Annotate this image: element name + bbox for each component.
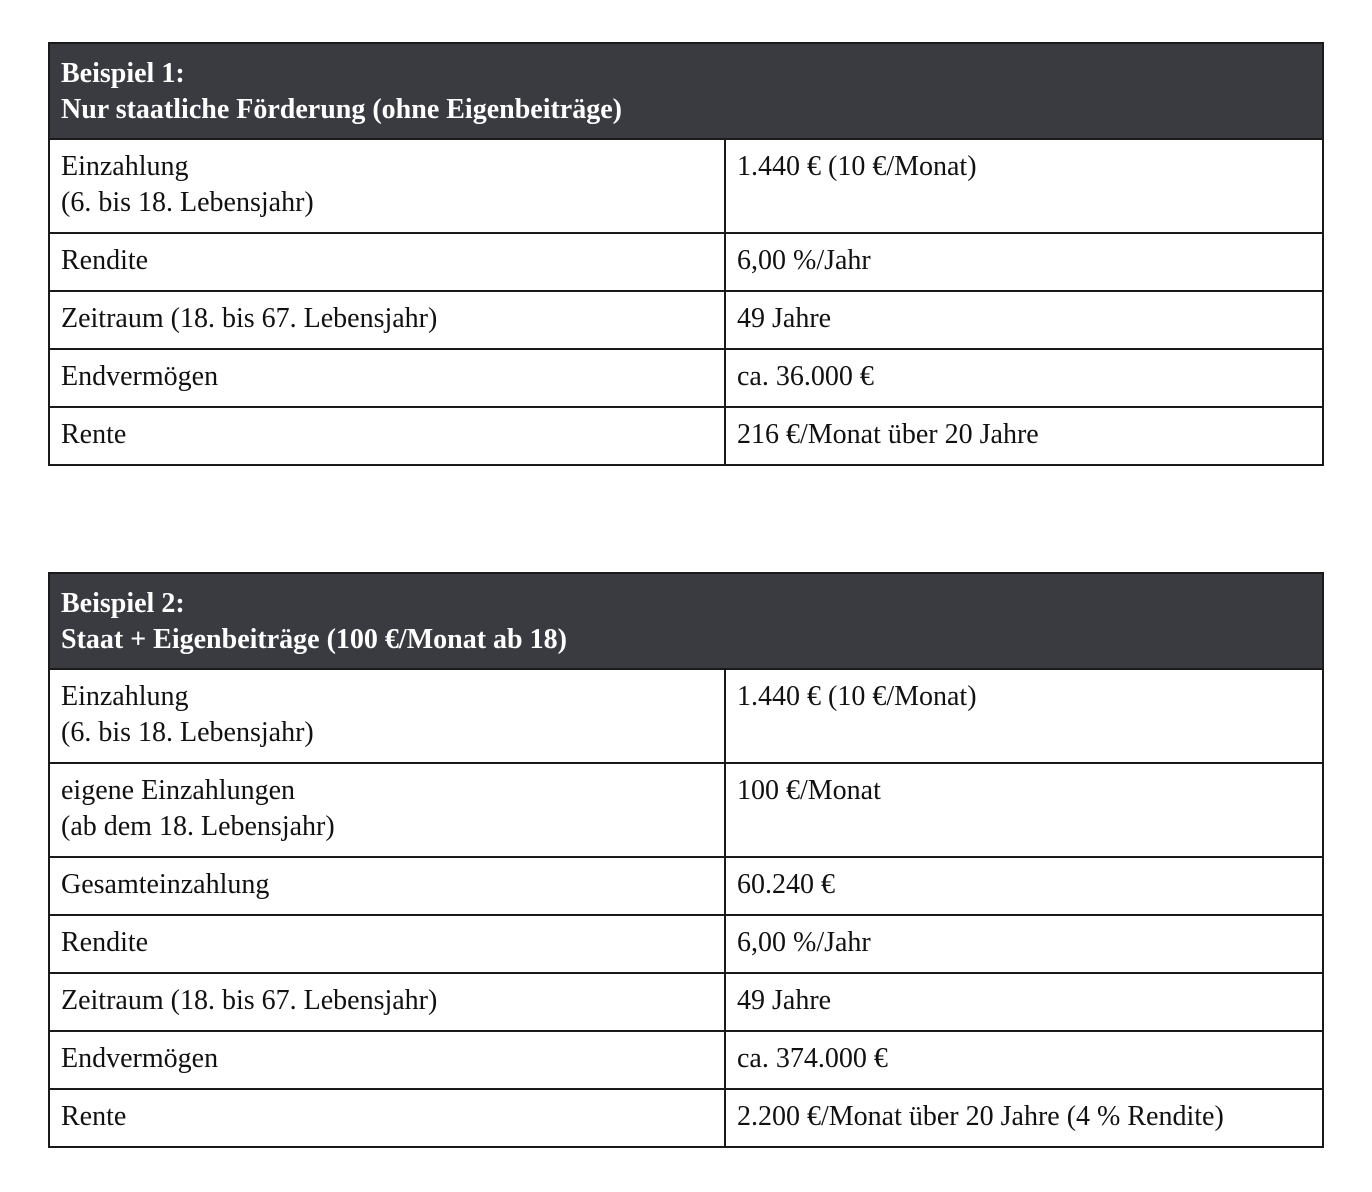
- row-value: 216 €/Monat über 20 Jahre: [725, 407, 1323, 465]
- row-label-line-1: eigene Einzahlungen: [61, 775, 296, 806]
- row-label: Gesamteinzahlung: [49, 857, 725, 915]
- row-value: 49 Jahre: [725, 973, 1323, 1031]
- table-row: [49, 1031, 1323, 1089]
- table-row: [49, 1089, 1323, 1147]
- row-label: Rendite: [49, 915, 725, 973]
- row-label: Endvermögen: [49, 1031, 725, 1089]
- row-value: 49 Jahre: [725, 291, 1323, 349]
- row-label: Rente: [49, 1089, 725, 1147]
- table-row: [49, 669, 1323, 763]
- row-label: [49, 669, 725, 763]
- table-row: [49, 349, 1323, 407]
- row-value: ca. 374.000 €: [725, 1031, 1323, 1089]
- example-1-title-line-1: Beispiel 1:: [61, 58, 185, 89]
- example-2-title-line-2: Staat + Eigenbeiträge (100 €/Monat ab 18): [61, 624, 567, 655]
- table-row: [49, 139, 1323, 233]
- table-row: [49, 857, 1323, 915]
- row-label: Zeitraum (18. bis 67. Lebensjahr): [49, 973, 725, 1031]
- table-row: [49, 233, 1323, 291]
- example-1-title-line-2: Nur staatliche Förderung (ohne Eigenbeiträge): [61, 94, 622, 125]
- row-label: [49, 763, 725, 857]
- row-value: 1.440 € (10 €/Monat): [725, 139, 1323, 233]
- row-label: Rente: [49, 407, 725, 465]
- table-row: [49, 973, 1323, 1031]
- example-2-title: [49, 573, 1323, 669]
- row-value: 60.240 €: [725, 857, 1323, 915]
- example-2-title-line-1: Beispiel 2:: [61, 588, 185, 619]
- row-value: 2.200 €/Monat über 20 Jahre (4 % Rendite): [725, 1089, 1323, 1147]
- row-value: 6,00 %/Jahr: [725, 233, 1323, 291]
- row-label: Endvermögen: [49, 349, 725, 407]
- row-label: [49, 139, 725, 233]
- row-label-line-2: (ab dem 18. Lebensjahr): [61, 811, 335, 842]
- row-label-line-1: Einzahlung: [61, 151, 189, 182]
- example-1-header-row: [49, 43, 1323, 139]
- row-label-line-2: (6. bis 18. Lebensjahr): [61, 187, 314, 218]
- table-row: [49, 291, 1323, 349]
- example-2-table: [48, 572, 1324, 1148]
- row-value: 1.440 € (10 €/Monat): [725, 669, 1323, 763]
- row-value: 100 €/Monat: [725, 763, 1323, 857]
- table-row: [49, 407, 1323, 465]
- row-label: Rendite: [49, 233, 725, 291]
- row-label-line-2: (6. bis 18. Lebensjahr): [61, 717, 314, 748]
- example-1-title: [49, 43, 1323, 139]
- row-value: ca. 36.000 €: [725, 349, 1323, 407]
- row-label-line-1: Einzahlung: [61, 681, 189, 712]
- table-row: [49, 915, 1323, 973]
- example-1-table: [48, 42, 1324, 466]
- table-row: [49, 763, 1323, 857]
- example-2-header-row: [49, 573, 1323, 669]
- row-value: 6,00 %/Jahr: [725, 915, 1323, 973]
- row-label: Zeitraum (18. bis 67. Lebensjahr): [49, 291, 725, 349]
